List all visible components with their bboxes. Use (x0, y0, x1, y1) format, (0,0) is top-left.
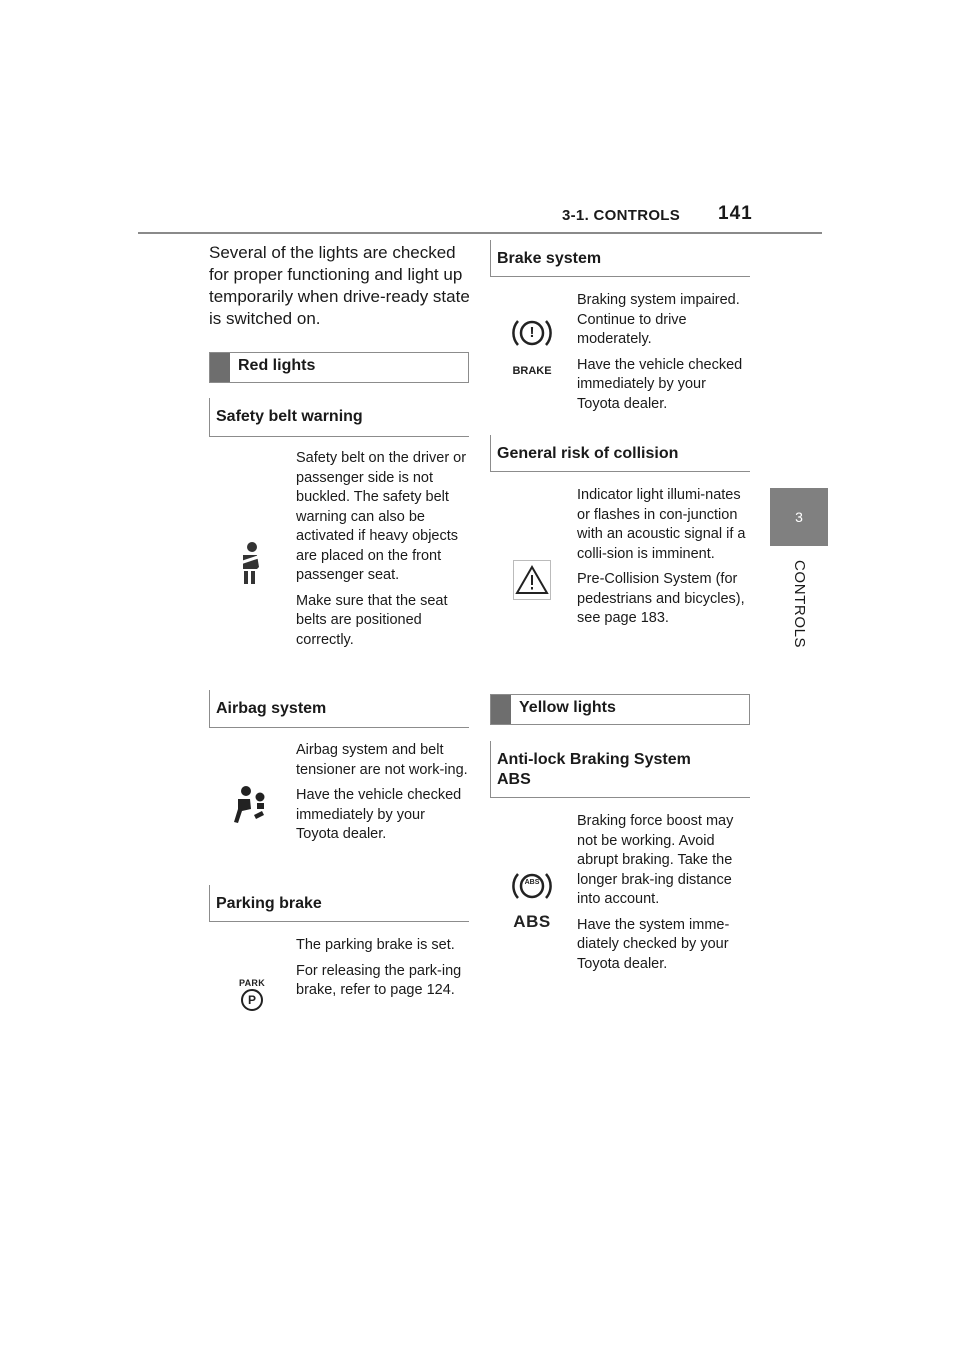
brake-system-title: Brake system (497, 250, 602, 267)
header-bar (210, 353, 230, 382)
parking-brake-p1: The parking brake is set. (296, 937, 455, 953)
airbag-description (296, 741, 468, 851)
abs-title-line2: ABS (497, 771, 531, 788)
warning-triangle-icon (513, 560, 551, 600)
seat-belt-p2: Make sure that the seat belts are positioned correctly. (296, 592, 448, 648)
section-divider (209, 921, 469, 922)
parking-brake-p2: For releasing the park-ing brake, refer to page 124. (296, 962, 462, 998)
section-edge (209, 398, 210, 436)
section-edge (490, 435, 491, 471)
section-edge (209, 885, 210, 921)
header-bar (491, 695, 511, 724)
abs-icon-inner-label: ABS (524, 879, 540, 886)
page-number: 141 (718, 203, 753, 224)
seat-belt-title: Safety belt warning (216, 408, 363, 425)
section-divider (209, 436, 469, 437)
yellow-lights-header (490, 694, 750, 725)
airbag-p1: Airbag system and belt tensioner are not work-ing. (296, 742, 468, 778)
collision-title: General risk of collision (497, 445, 679, 462)
chapter-label-text: CONTROLS (791, 560, 808, 649)
brake-system-description (577, 291, 749, 420)
section-divider (490, 471, 750, 472)
parking-brake-description (296, 936, 468, 1007)
abs-title (497, 750, 691, 790)
section-edge (490, 240, 491, 276)
park-icon-label: PARK (238, 978, 266, 988)
section-divider (490, 276, 750, 277)
chapter-number: 3 (795, 509, 803, 525)
section-edge (490, 741, 491, 797)
header-divider (138, 232, 822, 234)
chapter-tab (770, 488, 828, 546)
airbag-icon (228, 783, 272, 827)
section-divider (209, 727, 469, 728)
brake-system-p1: Braking system impaired. Continue to drive moderately. (577, 292, 740, 347)
section-edge (209, 690, 210, 727)
red-lights-title: Red lights (238, 357, 316, 374)
red-lights-header (209, 352, 469, 383)
brake-system-p2: Have the vehicle checked immediately by your Toyota dealer. (577, 356, 743, 412)
seat-belt-description (296, 449, 468, 656)
abs-icon (511, 868, 553, 936)
chapter-side-label (755, 560, 845, 650)
abs-icon-label: ABS (513, 912, 551, 931)
yellow-lights-title: Yellow lights (519, 699, 616, 716)
brake-system-icon (511, 315, 553, 385)
parking-brake-icon (233, 978, 271, 1010)
section-divider (490, 797, 750, 798)
collision-p2: Pre-Collision System (for pedestrians and bicycles), see page 183. (577, 571, 745, 626)
intro-paragraph: Several of the lights are checked for proper functioning and light up temporarily when drive-ready state is switched on. (209, 243, 470, 328)
abs-title-line1: Anti-lock Braking System (497, 751, 691, 768)
seat-belt-icon (230, 538, 270, 588)
airbag-p2: Have the vehicle checked immediately by your Toyota dealer. (296, 787, 462, 842)
abs-p1: Braking force boost may not be working. Avoid abrupt braking. Take the longer brak-ing distance into account. (577, 813, 734, 907)
abs-description (577, 812, 749, 980)
abs-p2: Have the system imme-diately checked by your Toyota dealer. (577, 916, 730, 972)
collision-description (577, 486, 749, 635)
park-icon-circle: P (241, 989, 263, 1011)
header-section-title: 3-1. CONTROLS (562, 207, 681, 224)
collision-p1: Indicator light illumi-nates or flashes in con-junction with an acoustic signal if a colli-sion is imminent. (577, 487, 746, 562)
brake-icon-label: BRAKE (512, 365, 552, 377)
airbag-title: Airbag system (216, 700, 327, 717)
parking-brake-title: Parking brake (216, 895, 322, 912)
brake-icon-symbol: ! (529, 324, 535, 341)
seat-belt-p1: Safety belt on the driver or passenger side is not buckled. The safety belt warning can also be activated if heavy objects are placed on the front passenger seat. (296, 450, 467, 583)
